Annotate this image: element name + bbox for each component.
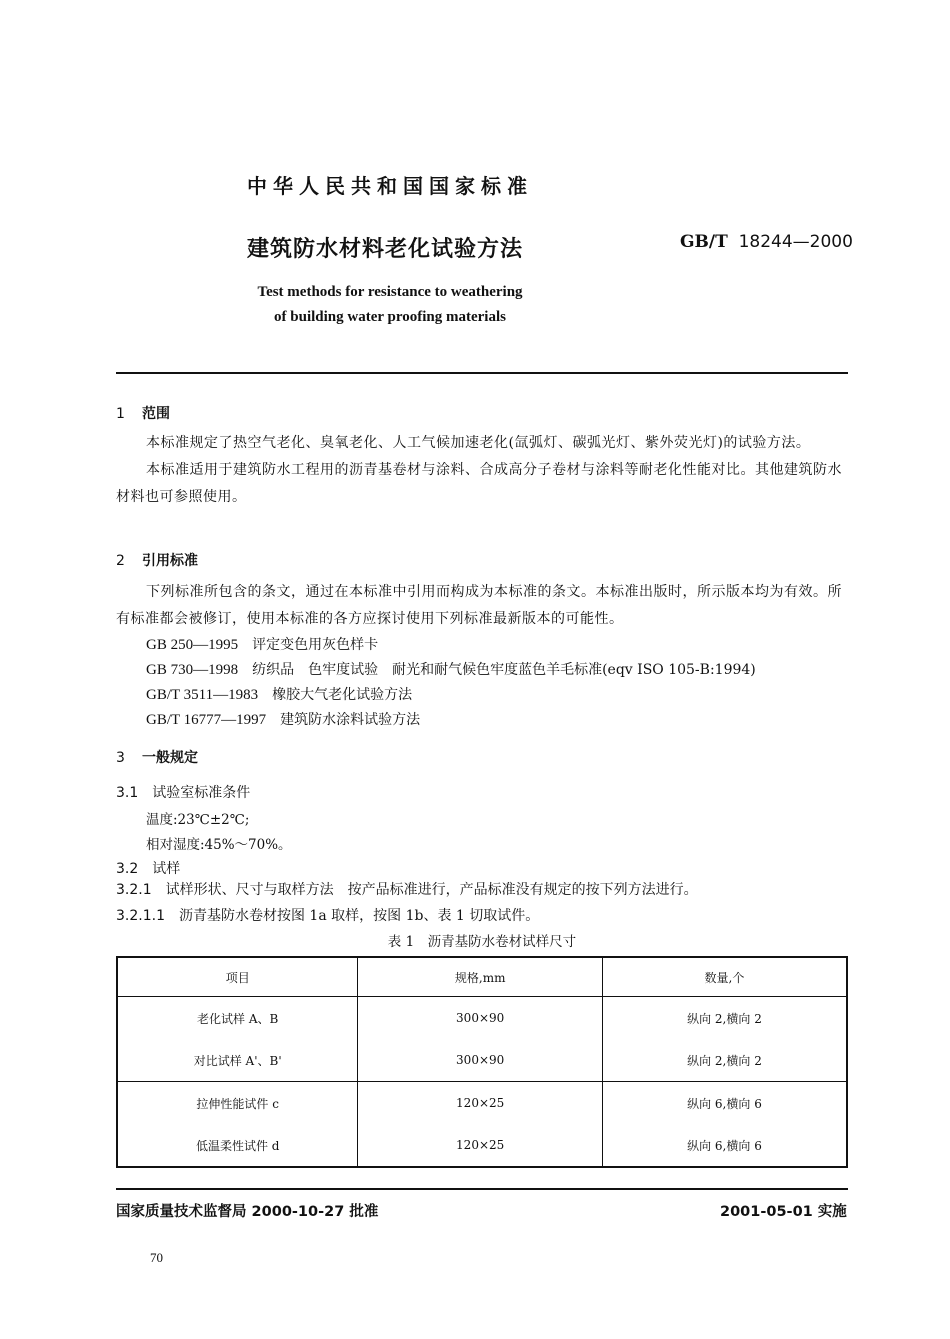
reference-code: GB/T 16777—1997 [146, 712, 267, 728]
reference-item [146, 634, 378, 654]
section-title: 引用标准 [142, 553, 198, 569]
section-3-heading [116, 747, 198, 767]
table-cell: 对比试样 A'、B' [117, 1039, 358, 1082]
specimen-size-table [116, 956, 848, 1168]
table-cell: 120×25 [358, 1082, 603, 1125]
effective-date: 2001-05-01 实施 [720, 1204, 847, 1220]
document-title-cn: 建筑防水材料老化试验方法 [247, 237, 524, 262]
section-number: 1 [116, 406, 125, 422]
section-number: 3 [116, 750, 125, 766]
table-cell: 300×90 [358, 997, 603, 1040]
document-title-en-line2: of building water proofing materials [274, 309, 506, 325]
subsection-3-2 [116, 858, 180, 878]
table-row [117, 1039, 847, 1082]
reference-title: 橡胶大气老化试验方法 [272, 687, 413, 703]
section-number: 2 [116, 553, 125, 569]
table-cell: 纵向 6,横向 6 [687, 1096, 762, 1111]
table-cell: 老化试样 A、B [117, 997, 358, 1040]
table-cell: 纵向 2,横向 2 [602, 1039, 847, 1082]
reference-code: GB 250—1995 [146, 637, 239, 653]
national-standard-heading: 中华人民共和国国家标准 [247, 174, 533, 198]
section-title: 范围 [142, 406, 170, 422]
reference-item [146, 684, 412, 704]
paragraph: 本标准适用于建筑防水工程用的沥青基卷材与涂料、合成高分子卷材与涂料等耐老化性能对比。其他建筑防水材料也可参照使用。 [116, 462, 842, 505]
table-row [117, 1124, 847, 1167]
subsection-3-1 [116, 782, 250, 802]
table-header-cell: 规格,mm [358, 957, 603, 997]
standard-number [680, 232, 853, 252]
table-cell: 120×25 [358, 1124, 603, 1167]
table-cell: 拉伸性能试件 c [117, 1082, 358, 1125]
reference-code: GB 730—1998 [146, 662, 239, 678]
reference-item [146, 709, 420, 729]
reference-title: 纺织品 色牢度试验 耐光和耐气候色牢度蓝色羊毛标准(eqv ISO 105-B:1994) [252, 662, 756, 678]
reference-code: GB/T 3511—1983 [146, 687, 259, 703]
subsection-number: 3.2.1 [116, 882, 152, 898]
subsection-number: 3.2.1.1 [116, 908, 165, 924]
table-header-cell: 数量,个 [602, 957, 847, 997]
table-header-row [117, 957, 847, 997]
reference-title: 建筑防水涂料试验方法 [280, 712, 421, 728]
table-cell: 低温柔性试件 d [117, 1124, 358, 1167]
section-1-body [116, 430, 848, 511]
paragraph: 下列标准所包含的条文，通过在本标准中引用而构成为本标准的条文。本标准出版时，所示版本均为有效。所有标准都会被修订，使用本标准的各方应探讨使用下列标准最新版本的可能性。 [116, 584, 842, 627]
header-divider [116, 372, 848, 374]
section-2-heading [116, 550, 198, 570]
subsection-title: 试验室标准条件 [152, 785, 251, 801]
standard-prefix: GB/T [680, 232, 728, 252]
condition-humidity: 相对湿度:45%～70%。 [146, 837, 292, 853]
standard-code: 18244—2000 [738, 232, 853, 252]
subsection-3-2-1-1 [116, 905, 539, 925]
subsection-number: 3.1 [116, 785, 139, 801]
table-row [117, 997, 847, 1040]
section-title: 一般规定 [142, 750, 198, 766]
reference-item [146, 659, 756, 679]
table-cell: 纵向 2,横向 2 [687, 1011, 762, 1026]
subsection-title: 试样 [152, 861, 181, 877]
paragraph: 本标准规定了热空气老化、臭氧老化、人工气候加速老化(氙弧灯、碳弧光灯、紫外荧光灯)的试验方法。 [146, 435, 811, 451]
table-cell: 纵向 6,横向 6 [687, 1138, 762, 1153]
reference-title: 评定变色用灰色样卡 [252, 637, 379, 653]
page-number: 70 [150, 1250, 163, 1265]
table-header-cell: 项目 [117, 957, 358, 997]
condition-temperature: 温度:23℃±2℃; [146, 812, 250, 828]
footer-divider [116, 1188, 848, 1190]
table-caption: 表 1 沥青基防水卷材试样尺寸 [387, 934, 577, 950]
subsection-text: 试样形状、尺寸与取样方法 按产品标准进行，产品标准没有规定的按下列方法进行。 [165, 882, 698, 898]
subsection-number: 3.2 [116, 861, 139, 877]
table-cell: 300×90 [358, 1039, 603, 1082]
approval-statement: 国家质量技术监督局 2000-10-27 批准 [116, 1204, 379, 1220]
document-title-en-line1: Test methods for resistance to weathering [257, 284, 523, 300]
subsection-text: 沥青基防水卷材按图 1a 取样，按图 1b、表 1 切取试件。 [178, 908, 540, 924]
subsection-3-2-1 [116, 879, 698, 899]
section-2-body [116, 579, 848, 633]
table-row [117, 1082, 847, 1125]
section-1-heading [116, 403, 170, 423]
